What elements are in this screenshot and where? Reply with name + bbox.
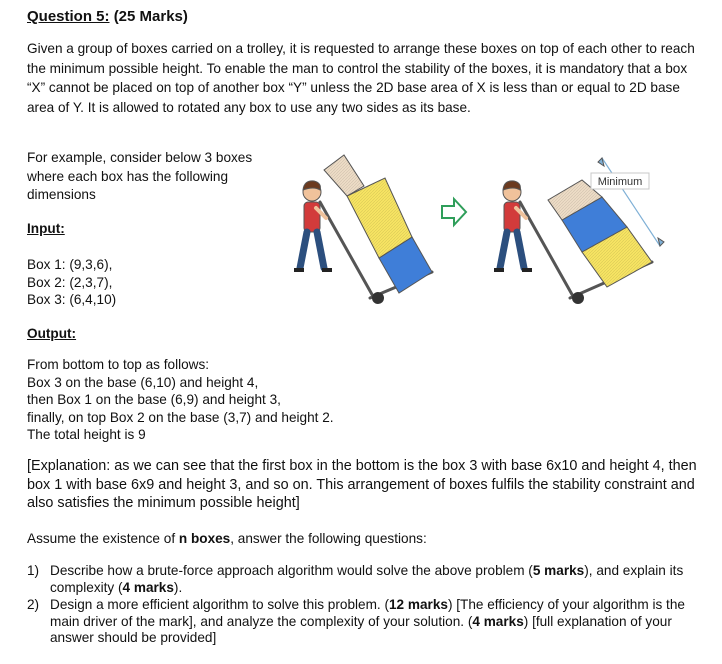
right-boxes: [548, 180, 652, 287]
right-man: [494, 181, 532, 270]
q1-marks-b: 4 marks: [122, 579, 174, 595]
left-boxes: [324, 155, 432, 293]
man-shirt: [504, 202, 520, 232]
q2-text-a: Design a more efficient algorithm to solve this problem. (: [50, 597, 389, 612]
input-box-1: Box 1: (9,3,6),: [27, 257, 113, 272]
q2-text-c: ) [full explanation of your answer should be provided]: [50, 613, 672, 645]
assume-n-boxes: n boxes: [178, 531, 231, 546]
q2-marks-a: 12 marks: [389, 597, 448, 612]
trolley-wheel: [372, 292, 384, 304]
explanation-paragraph: [Explanation: as we can see that the first box in the bottom is the box 3 with base 6x10 and height 4, then box 1 with base 6x9 and height 3, and so on. This arrangement of boxes fulfils the stability constraint and also satisfies the minimum possible height]: [27, 458, 697, 511]
input-box-2: Box 2: (2,3,7),: [27, 274, 113, 290]
transform-arrow-icon: [442, 199, 466, 225]
left-scene: [294, 155, 432, 304]
question-2-text: [50, 597, 700, 647]
output-label: Output:: [27, 326, 77, 341]
output-line: finally, on top Box 2 on the base (3,7) and height 2.: [27, 409, 334, 425]
intro-paragraph: Given a group of boxes carried on a trolley, it is requested to arrange these boxes on top of each other to reach the minimum possible height. To enable the man to control the stability of the boxes, it is mandatory that a box “X” cannot be placed on top of another box “Y” unless the 2D base area of X is less than or equal to 2D base area of Y. It is allowed to rotated any box to use any two sides as its base.: [27, 41, 695, 115]
question-1-text: [50, 563, 700, 596]
example-paragraph: For example, consider below 3 boxes where each box has the following dimensions: [27, 150, 253, 202]
question-heading: [27, 8, 188, 25]
q2-text-b: ) [The efficiency of your algorithm is the main driver of the mark], and analyze the complexity of your solution. (: [50, 597, 685, 629]
input-label: Input:: [27, 221, 65, 236]
man-legs: [500, 232, 524, 268]
output-line: From bottom to top as follows:: [27, 357, 210, 372]
assume-prefix: Assume the existence of: [27, 531, 179, 546]
input-box-3: Box 3: (6,4,10): [27, 292, 117, 307]
output-line: The total height is 9: [27, 427, 146, 442]
question-marks: (25 Marks): [113, 8, 188, 25]
question-label: Question 5:: [27, 8, 110, 25]
man-legs: [300, 232, 324, 268]
q2-marks-b: 4 marks: [472, 613, 524, 629]
minimum-label: Minimum: [597, 176, 643, 188]
q1-text-b: ), and explain its complexity (: [50, 563, 684, 595]
trolley-illustration: [282, 150, 682, 310]
question-2-number: 2): [27, 597, 40, 612]
output-line: then Box 1 on the base (6,9) and height 3,: [27, 392, 281, 407]
trolley-wheel: [572, 292, 584, 304]
q1-text-c: ).: [173, 579, 183, 595]
man-shirt: [304, 202, 320, 232]
right-scene: [494, 158, 664, 304]
assume-suffix: , answer the following questions:: [230, 531, 427, 546]
assume-line: [27, 529, 697, 549]
q1-marks-a: 5 marks: [532, 563, 585, 578]
output-line: Box 3 on the base (6,10) and height 4,: [27, 374, 259, 390]
left-man: [294, 181, 332, 270]
output-lines: [27, 356, 697, 444]
question-1-number: 1): [27, 563, 40, 578]
q1-text-a: Describe how a brute-force approach algorithm would solve the above problem (: [50, 563, 533, 578]
